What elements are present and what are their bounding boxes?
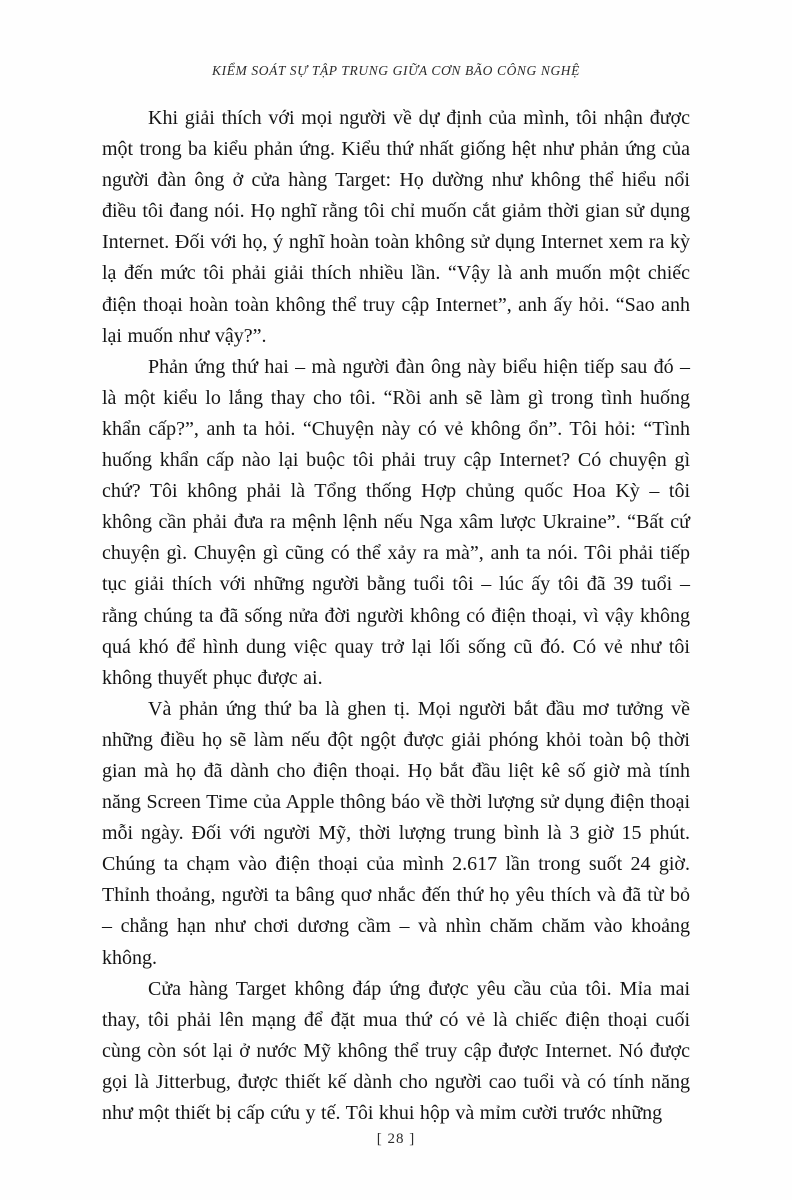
page-number: [ 28 ]: [376, 1131, 416, 1147]
paragraph: Cửa hàng Target không đáp ứng được yêu cầu của tôi. Mỉa mai thay, tôi phải lên mạng để đặt mua thứ có vẻ là chiếc điện thoại cuối cùng còn sót lại ở nước Mỹ không thể truy cập được Internet. Nó được gọi là Jitterbug, được thiết kế dành cho người cao tuổi và có tính năng như một thiết bị cấp cứu y tế. Tôi khui hộp và mỉm cười trước những: [102, 977, 690, 1124]
body-text: [102, 103, 690, 1129]
paragraph: Phản ứng thứ hai – mà người đàn ông này biểu hiện tiếp sau đó – là một kiểu lo lắng thay cho tôi. “Rồi anh sẽ làm gì trong tình huống khẩn cấp?”, anh ta hỏi. “Chuyện này có vẻ không ổn”. Tôi hỏi: “Tình huống khẩn cấp nào lại buộc tôi phải truy cập Internet? Có chuyện gì chứ? Tôi không phải là Tổng thống Hợp chủng quốc Hoa Kỳ – tôi không cần phải đưa ra mệnh lệnh nếu Nga xâm lược Ukraine”. “Bất cứ chuyện gì. Chuyện gì cũng có thể xảy ra mà”, anh ta nói. Tôi phải tiếp tục giải thích với những người bằng tuổi tôi – lúc ấy tôi đã 39 tuổi – rằng chúng ta đã sống nửa đời người không có điện thoại, vì vậy không quá khó để hình dung việc quay trở lại lối sống cũ đó. Có vẻ như tôi không thuyết phục được ai.: [102, 355, 690, 689]
paragraph: Và phản ứng thứ ba là ghen tị. Mọi người bắt đầu mơ tưởng về những điều họ sẽ làm nếu đột ngột được giải phóng khỏi toàn bộ thời gian mà họ đã dành cho điện thoại. Họ bắt đầu liệt kê số giờ mà tính năng Screen Time của Apple thông báo về thời lượng sử dụng điện thoại mỗi ngày. Đối với người Mỹ, thời lượng trung bình là 3 giờ 15 phút. Chúng ta chạm vào điện thoại của mình 2.617 lần trong suốt 24 giờ. Thỉnh thoảng, người ta bâng quơ nhắc đến thứ họ yêu thích và đã từ bỏ – chẳng hạn như chơi dương cầm – và nhìn chăm chăm vào khoảng không.: [102, 697, 690, 969]
paragraph: Khi giải thích với mọi người về dự định của mình, tôi nhận được một trong ba kiểu phản ứng. Kiểu thứ nhất giống hệt như phản ứng của người đàn ông ở cửa hàng Target: Họ dường như không thể hiểu nổi điều tôi đang nói. Họ nghĩ rằng tôi chỉ muốn cắt giảm thời gian sử dụng Internet. Đối với họ, ý nghĩ hoàn toàn không sử dụng Internet xem ra kỳ lạ đến mức tôi phải giải thích nhiều lần. “Vậy là anh muốn một chiếc điện thoại hoàn toàn không thể truy cập Internet”, anh ấy hỏi. “Sao anh lại muốn như vậy?”.: [102, 107, 690, 347]
running-head: KIỂM SOÁT SỰ TẬP TRUNG GIỮA CƠN BÃO CÔNG NGHỆ: [212, 63, 580, 78]
